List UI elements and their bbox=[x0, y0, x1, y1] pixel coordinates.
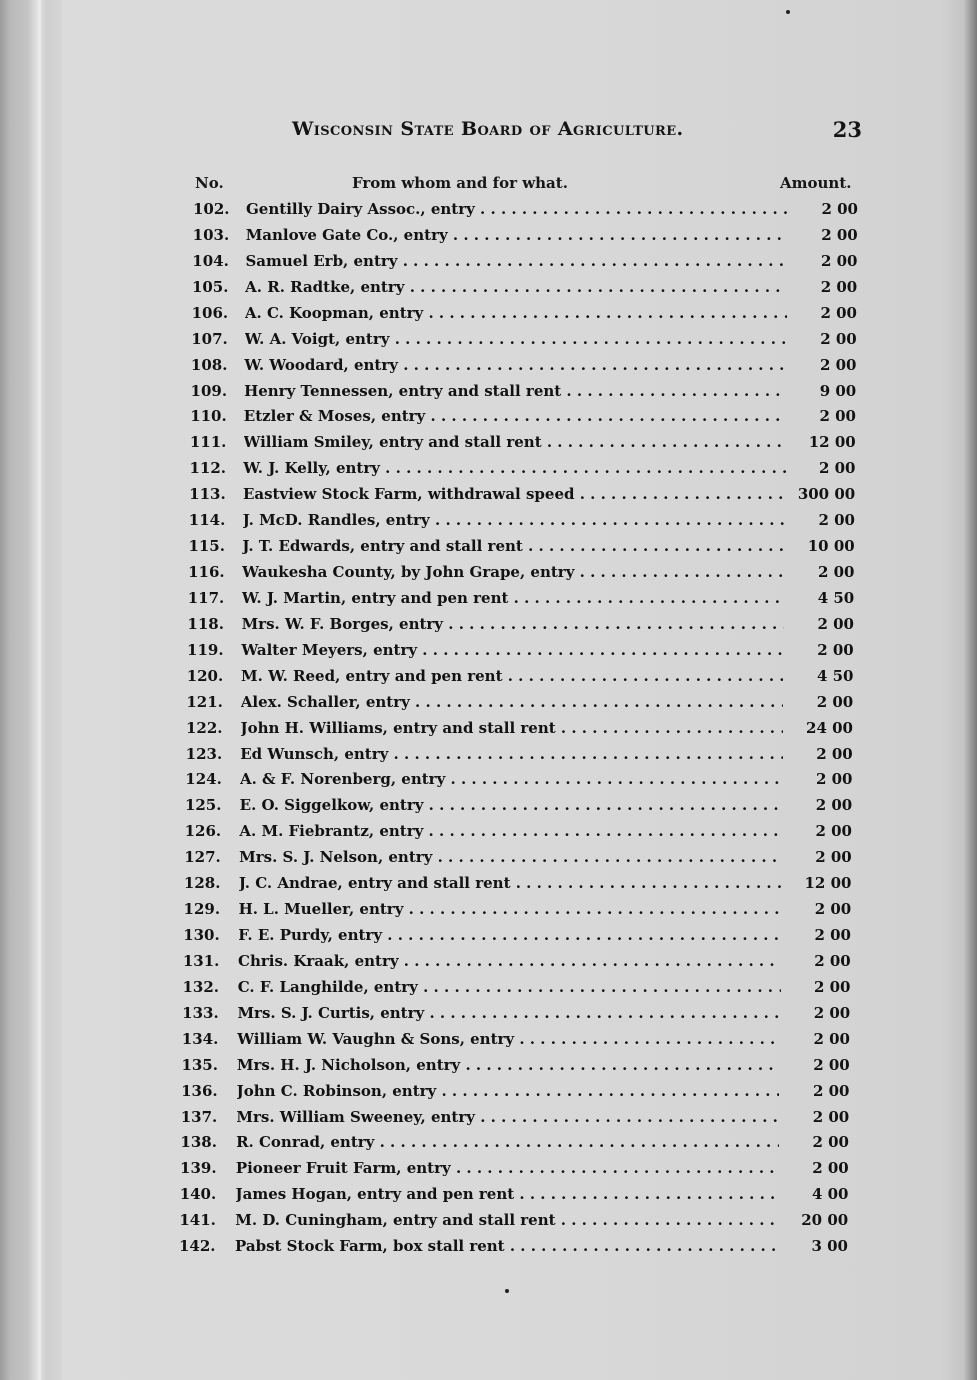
table-row bbox=[187, 639, 854, 661]
table-row bbox=[189, 483, 855, 505]
table-row bbox=[180, 1157, 849, 1179]
entry-amount: 20 00 bbox=[801, 1211, 849, 1230]
entry-amount: 2 00 bbox=[815, 822, 852, 841]
table-row bbox=[184, 898, 852, 920]
table-row bbox=[187, 665, 854, 687]
entry-description: W. J. Martin, entry and pen rent . . . bbox=[242, 587, 784, 609]
entry-amount: 2 00 bbox=[819, 407, 856, 426]
entry-description: Mrs. William Sweeney, entry . . . bbox=[236, 1106, 779, 1128]
entry-amount: 4 50 bbox=[816, 666, 854, 685]
entry-number: 108. bbox=[190, 355, 228, 374]
entry-amount: 300 00 bbox=[797, 485, 856, 504]
table-row bbox=[180, 1131, 849, 1153]
entry-number: 129. bbox=[183, 900, 221, 919]
table-row bbox=[192, 276, 857, 298]
print-speck bbox=[505, 1289, 509, 1293]
entry-number: 117. bbox=[187, 588, 225, 607]
entry-amount: 12 00 bbox=[808, 433, 856, 452]
column-header-amount: Amount. bbox=[780, 174, 852, 192]
entry-number: 119. bbox=[187, 640, 224, 659]
entry-amount: 2 00 bbox=[813, 977, 851, 996]
table-row bbox=[188, 535, 854, 557]
entry-number: 134. bbox=[181, 1029, 219, 1048]
entry-number: 114. bbox=[188, 511, 226, 530]
print-speck bbox=[786, 10, 790, 14]
entry-description: J. C. Andrae, entry and stall rent . . . bbox=[239, 872, 782, 894]
page-number: 23 bbox=[832, 117, 862, 142]
entry-description: R. Conrad, entry . . . bbox=[236, 1131, 779, 1153]
entry-amount: 2 00 bbox=[821, 200, 858, 218]
entry-amount: 24 00 bbox=[806, 718, 853, 737]
entry-description: A. C. Koopman, entry . . . bbox=[245, 302, 787, 324]
entry-amount: 2 00 bbox=[821, 225, 858, 244]
entry-number: 113. bbox=[189, 485, 226, 504]
entry-number: 115. bbox=[188, 537, 225, 556]
entry-number: 132. bbox=[182, 977, 220, 996]
table-row bbox=[193, 198, 858, 220]
entry-number: 125. bbox=[184, 796, 222, 815]
entry-description: Henry Tennessen, entry and stall rent . . . bbox=[244, 380, 786, 402]
table-row bbox=[181, 1106, 850, 1128]
entry-description: C. F. Langhilde, entry . . . bbox=[238, 976, 781, 998]
entry-description: A. R. Radtke, entry . . . bbox=[245, 276, 787, 298]
entry-number: 111. bbox=[189, 433, 227, 452]
table-row bbox=[186, 743, 853, 765]
entry-description: Mrs. W. F. Borges, entry . . . bbox=[242, 613, 784, 635]
entry-description: Samuel Erb, entry . . . bbox=[245, 250, 787, 272]
entry-number: 140. bbox=[179, 1185, 217, 1204]
entry-amount: 2 00 bbox=[818, 511, 855, 530]
entry-description: Etzler & Moses, entry . . . bbox=[244, 405, 786, 427]
entry-amount: 2 00 bbox=[820, 303, 857, 322]
entry-amount: 2 00 bbox=[818, 459, 856, 478]
entry-amount: 2 00 bbox=[817, 640, 854, 659]
table-row bbox=[193, 224, 858, 246]
entry-description: Eastview Stock Farm, withdrawal speed . . . bbox=[243, 483, 785, 505]
table-row bbox=[191, 354, 857, 376]
entry-description: M. D. Cuningham, entry and stall rent . . . bbox=[235, 1209, 778, 1231]
table-row bbox=[188, 561, 854, 583]
entry-amount: 10 00 bbox=[807, 537, 855, 556]
entry-description: Alex. Schaller, entry . . . bbox=[241, 691, 783, 713]
entry-description: Pioneer Fruit Farm, entry . . . bbox=[236, 1157, 779, 1179]
entry-amount: 2 00 bbox=[812, 1133, 849, 1152]
table-row bbox=[184, 872, 852, 894]
table-row bbox=[184, 846, 852, 868]
entry-amount: 2 00 bbox=[815, 848, 852, 867]
entry-number: 133. bbox=[182, 1003, 219, 1022]
table-row bbox=[179, 1209, 848, 1231]
entry-amount: 2 00 bbox=[814, 926, 851, 945]
entry-number: 120. bbox=[186, 666, 224, 685]
entry-description: Walter Meyers, entry . . . bbox=[241, 639, 783, 661]
entry-amount: 2 00 bbox=[816, 692, 854, 711]
entry-amount: 2 00 bbox=[814, 900, 852, 919]
entry-description: H. L. Mueller, entry . . . bbox=[239, 898, 782, 920]
entry-number: 104. bbox=[192, 251, 229, 270]
entry-description: W. J. Kelly, entry . . . bbox=[243, 457, 785, 479]
table-row bbox=[185, 820, 852, 842]
entry-description: W. Woodard, entry . . . bbox=[244, 354, 786, 376]
table-row bbox=[181, 1054, 849, 1076]
table-row bbox=[185, 794, 852, 816]
table-row bbox=[192, 302, 857, 324]
entry-amount: 2 00 bbox=[815, 770, 853, 789]
entry-amount: 12 00 bbox=[804, 874, 852, 893]
entry-description: J. T. Edwards, entry and stall rent . . . bbox=[242, 535, 784, 557]
entry-amount: 2 00 bbox=[820, 251, 858, 270]
entry-amount: 4 50 bbox=[817, 588, 855, 607]
entry-number: 128. bbox=[183, 874, 221, 893]
entry-amount: 2 00 bbox=[813, 1029, 850, 1048]
entry-description: Chris. Kraak, entry . . . bbox=[238, 950, 781, 972]
table-row bbox=[182, 1028, 850, 1050]
entry-number: 112. bbox=[189, 459, 227, 478]
entry-amount: 2 00 bbox=[813, 1055, 850, 1074]
table-row bbox=[186, 717, 853, 739]
entry-amount: 2 00 bbox=[817, 563, 855, 582]
table-row bbox=[189, 509, 855, 531]
table-row bbox=[181, 1080, 849, 1102]
entry-amount: 2 00 bbox=[819, 355, 857, 374]
entry-amount: 2 00 bbox=[820, 277, 858, 296]
entry-amount: 3 00 bbox=[811, 1237, 848, 1256]
entry-description: A. M. Fiebrantz, entry . . . bbox=[239, 820, 782, 842]
entry-number: 136. bbox=[181, 1081, 218, 1100]
entry-number: 142. bbox=[179, 1237, 216, 1256]
entry-number: 122. bbox=[186, 718, 223, 737]
entry-number: 109. bbox=[190, 381, 228, 400]
entry-number: 135. bbox=[181, 1055, 218, 1074]
entry-number: 107. bbox=[191, 329, 228, 348]
entry-description: William Smiley, entry and stall rent . . . bbox=[244, 431, 786, 453]
entry-number: 124. bbox=[185, 770, 222, 789]
entry-number: 110. bbox=[190, 407, 227, 426]
entry-number: 131. bbox=[182, 951, 220, 970]
table-row bbox=[182, 1002, 850, 1024]
entry-description: Manlove Gate Co., entry . . . bbox=[246, 224, 788, 246]
entry-description: W. A. Voigt, entry . . . bbox=[245, 328, 787, 350]
entry-description: J. McD. Randles, entry . . . bbox=[243, 509, 785, 531]
entry-description: Ed Wunsch, entry . . . bbox=[240, 743, 783, 765]
entry-description: Mrs. S. J. Curtis, entry . . . bbox=[237, 1002, 780, 1024]
table-row bbox=[183, 924, 851, 946]
column-header-description: From whom and for what. bbox=[352, 174, 568, 192]
entry-description: William W. Vaughn & Sons, entry . . . bbox=[237, 1028, 780, 1050]
entry-description: F. E. Purdy, entry . . . bbox=[238, 924, 781, 946]
table-row bbox=[188, 587, 855, 609]
table-row bbox=[190, 457, 856, 479]
entry-amount: 2 00 bbox=[812, 1081, 850, 1100]
table-row bbox=[183, 976, 851, 998]
entry-description: A. & F. Norenberg, entry . . . bbox=[240, 768, 783, 790]
table-row bbox=[191, 328, 857, 350]
entry-amount: 2 00 bbox=[814, 951, 851, 970]
entry-number: 126. bbox=[184, 822, 222, 841]
entry-description: Pabst Stock Farm, box stall rent . . . bbox=[235, 1235, 778, 1257]
entry-description: John C. Robinson, entry . . . bbox=[237, 1080, 780, 1102]
table-row bbox=[191, 380, 857, 402]
entry-number: 103. bbox=[192, 225, 230, 244]
entry-description: James Hogan, entry and pen rent . . . bbox=[236, 1183, 779, 1205]
entry-number: 105. bbox=[191, 277, 229, 296]
entry-number: 102. bbox=[193, 200, 230, 218]
table-row bbox=[185, 768, 852, 790]
entry-amount: 2 00 bbox=[813, 1003, 851, 1022]
entry-number: 123. bbox=[185, 744, 223, 763]
entry-amount: 9 00 bbox=[819, 381, 857, 400]
table-row bbox=[187, 613, 854, 635]
entry-number: 141. bbox=[179, 1211, 216, 1230]
table-row bbox=[180, 1183, 849, 1205]
entry-description: E. O. Siggelkow, entry . . . bbox=[240, 794, 783, 816]
entry-amount: 2 00 bbox=[817, 614, 854, 633]
entry-description: Gentilly Dairy Assoc., entry . . . bbox=[246, 198, 788, 220]
entry-number: 130. bbox=[183, 926, 220, 945]
entry-description: Waukesha County, by John Grape, entry . . . bbox=[242, 561, 784, 583]
entry-amount: 2 00 bbox=[815, 796, 853, 815]
entry-number: 121. bbox=[186, 692, 223, 711]
table-row bbox=[186, 691, 853, 713]
entry-number: 127. bbox=[184, 848, 221, 867]
entry-number: 139. bbox=[180, 1159, 217, 1178]
table-row bbox=[179, 1235, 848, 1257]
entry-amount: 2 00 bbox=[816, 744, 853, 763]
entry-amount: 2 00 bbox=[812, 1159, 849, 1178]
running-head-title: Wisconsin State Board of Agriculture. bbox=[292, 118, 684, 140]
entry-number: 138. bbox=[180, 1133, 217, 1152]
table-row bbox=[190, 431, 856, 453]
entry-description: M. W. Reed, entry and pen rent . . . bbox=[241, 665, 783, 687]
entry-amount: 2 00 bbox=[820, 329, 857, 348]
entry-number: 106. bbox=[191, 303, 229, 322]
entry-number: 118. bbox=[187, 614, 224, 633]
entry-amount: 4 00 bbox=[811, 1185, 849, 1204]
entry-amount: 2 00 bbox=[812, 1107, 850, 1126]
entry-number: 116. bbox=[188, 563, 225, 582]
entry-number: 137. bbox=[180, 1107, 218, 1126]
table-row bbox=[183, 950, 851, 972]
column-header-no: No. bbox=[195, 174, 224, 192]
table-row bbox=[190, 405, 856, 427]
entry-description: Mrs. H. J. Nicholson, entry . . . bbox=[237, 1054, 780, 1076]
entry-description: Mrs. S. J. Nelson, entry . . . bbox=[239, 846, 782, 868]
table-row bbox=[192, 250, 857, 272]
entry-description: John H. Williams, entry and stall rent . . . bbox=[241, 717, 784, 739]
